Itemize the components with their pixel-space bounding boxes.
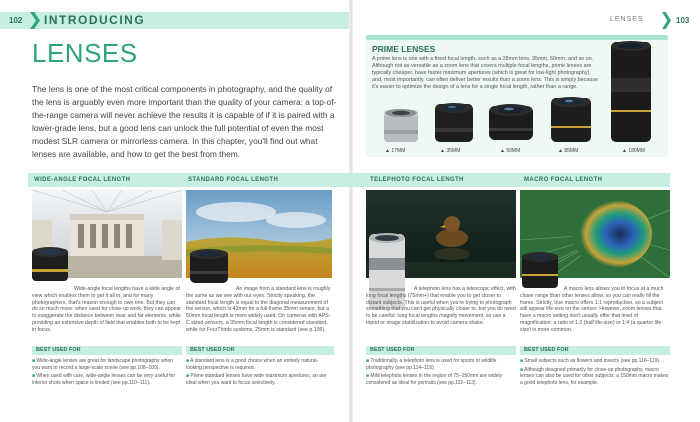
page-gutter: [349, 0, 353, 422]
best-used-for-macro: BEST USED FOR: [520, 346, 670, 355]
list-item: ■ Wide-angle lenses are great for landscape photography when you want to record a large-scale scene (see pp.108–109).: [32, 358, 173, 371]
standard-uses: [186, 358, 334, 386]
page-title: LENSES: [32, 38, 138, 68]
macro-text: A macro lens allows you to focus at a much closer range than other lenses allow, so you can really fill the frame. Strictly, true macro offers 1:1 reproduction, so a subject will appear life-size on the sensor. However, zoom lenses that have a macro setting don't usually offer that level of magnification: a ratio of 1:2 (half life-size) or 1:4 (a quarter life-size) is more common.: [520, 286, 664, 333]
page-number-left: 102: [9, 16, 23, 25]
chevron-right-icon: [662, 12, 671, 29]
list-item: ■ Small subjects such as flowers and insects (see pp.116–119).: [520, 358, 661, 364]
page-number-right: 103: [676, 16, 690, 25]
macro-uses: [520, 358, 670, 386]
heading-standard: STANDARD FOCAL LENGTH: [188, 177, 279, 183]
best-used-for-wide-angle: BEST USED FOR: [32, 346, 182, 355]
telephoto-uses: [366, 358, 516, 386]
prime-lenses-text: A prime lens is one with a fixed focal length, such as a 28mm lens, 35mm, 50mm, and so on. Although not as versatile as a zoom lens that covers multiple focal lengths, prime lenses are typically cheaper, have faster maximum apertures (which is great for low-light photography), and, most importantly, can often deliver better results than a zoom lens. This is simply because it's easier to optimize the design of a lens for a single focal length, rather than a range.: [372, 56, 599, 90]
wide-angle-text: Wide-angle focal lengths have a wide angle of view which enables them to get it all in, and for many photographers, that's reason enough to own one. But they can do so much more: when used for close-up work, they can appear to exaggerate the distance between near and far elements, while providing an extensive depth of field that enables both to be kept in focus.: [32, 286, 182, 333]
heading-telephoto: TELEPHOTO FOCAL LENGTH: [370, 177, 464, 183]
standard-text: An image from a standard lens is roughly the same as we see with our eyes. Strictly speaking, the standard focal length is equal to the diagonal measurement of the sensor, which is 43mm for a full-frame 35mm sensor, but a 50mm focal length is more widely used. On cameras with APS-C sized sensors, a 35mm focal length is considered standard, while for FourThirds systems, 25mm is standard (see p.106).: [186, 286, 331, 333]
list-item: ■ A standard lens is a good choice when an entirely natural-looking perspective is required.: [186, 358, 319, 371]
lens-label: ▲ 17MM: [385, 148, 406, 154]
wide-angle-lens-image: [28, 243, 72, 285]
lens-50mm-image: [486, 98, 536, 144]
wide-angle-uses: [32, 358, 182, 386]
lens-label: ▲ 35MM: [440, 148, 461, 154]
heading-macro: MACRO FOCAL LENGTH: [524, 177, 603, 183]
telephoto-text: A telephoto lens has a telescopic effect, with long focal lengths (75mm+) that enable you to get closer to distant subjects. This is useful when you're trying to photograph something that you can't get physically closer to, but you do need to be careful: long focal lengths magnify movement, so use a tripod or image stabilization to avoid camera shake.: [366, 286, 516, 326]
list-item: ■ Mild telephoto lenses in the region of 75–150mm are widely considered as ideal for portraits (see pp.112–113).: [366, 373, 503, 386]
lens-label: ▲ 50MM: [500, 148, 521, 154]
lens-label: ▲ 180MM: [622, 148, 646, 154]
best-used-for-telephoto: BEST USED FOR: [366, 346, 516, 355]
list-item: ■ Traditionally, a telephoto lens is used for sports or wildlife photography (see pp.114–115).: [366, 358, 497, 371]
macro-lens-image: [518, 248, 562, 290]
chapter-title: INTRODUCING: [44, 13, 146, 27]
section-label: LENSES: [610, 16, 644, 23]
intro-paragraph: The lens is one of the most critical components in photography, and the quality of the lens is arguably even more important than the quality of your camera: a top-of-the-range camera will never achieve the results it is capable of if it is paired with a lower-grade lens, but a good lens can unlock the full potential of even the most modest SLR camera or mirrorless camera. In this chapter, you'll find out what lenses are available, and how to get the best from them.: [32, 84, 337, 159]
lens-180mm-image: [606, 38, 656, 146]
heading-wide-angle: WIDE-ANGLE FOCAL LENGTH: [34, 177, 131, 183]
lens-17mm-image: [381, 104, 421, 146]
best-used-for-standard: BEST USED FOR: [186, 346, 334, 355]
standard-lens-image: [186, 243, 232, 287]
prime-lenses-title: PRIME LENSES: [372, 44, 436, 54]
lens-label: ▲ 85MM: [558, 148, 579, 154]
list-item: ■ When used with care, wide-angle lenses can be very useful for interior shots when space is limited (see pp.110–111).: [32, 373, 176, 386]
list-item: ■ Although designed primarily for close-up photography, macro lenses can also be used for other subjects: a 150mm macro makes a good telephoto lens, for example.: [520, 366, 669, 386]
list-item: ■ Prime standard lenses have wide maximum apertures, so are ideal when you want to focus selectively.: [186, 373, 327, 386]
lens-85mm-image: [548, 92, 594, 146]
lens-35mm-image: [432, 98, 476, 146]
